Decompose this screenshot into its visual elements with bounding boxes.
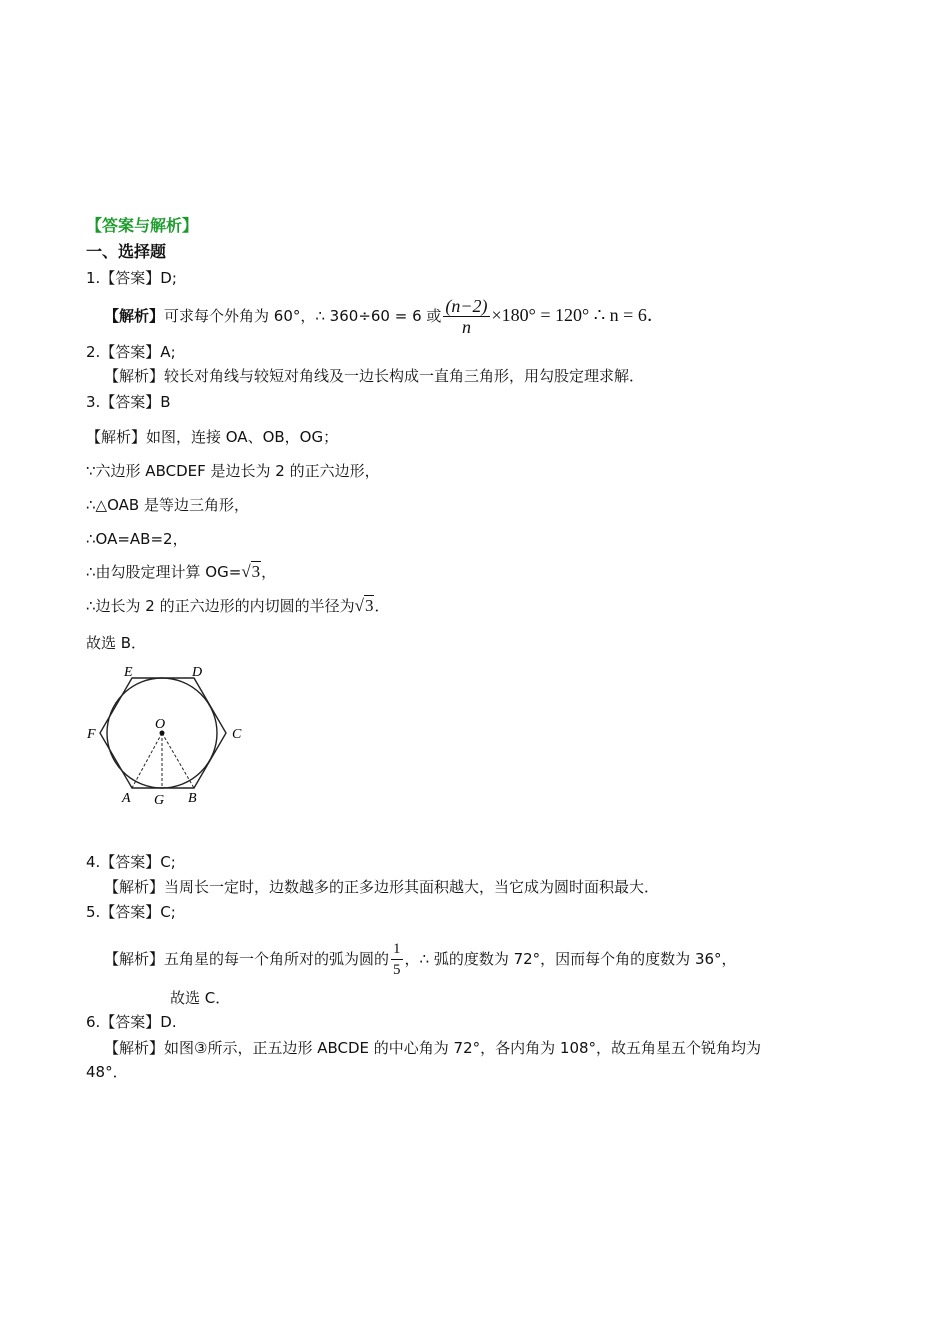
q1-frac-den: n [461, 317, 471, 337]
hexagon-figure [86, 660, 256, 810]
q5-frac-num: 1 [391, 939, 403, 960]
q4-explanation: 【解析】当周长一定时，边数越多的正多边形其面积越大，当它成为圆时面积最大． [104, 878, 660, 896]
q5-frac-den: 5 [393, 962, 401, 978]
label-f: F [87, 727, 96, 742]
q3-line6-b: ． [374, 597, 390, 615]
q6-answer: 6.【答案】D. [86, 1013, 177, 1031]
segment-oa [132, 733, 162, 788]
sqrt-symbol-2: √3 [354, 596, 374, 615]
q5-answer: 5.【答案】C; [86, 903, 176, 921]
sqrt-radicand-2: 3 [364, 596, 374, 615]
q3-line7: 故选 B． [86, 634, 147, 652]
section-title: 一、选择题 [86, 242, 167, 261]
q1-explanation [104, 294, 665, 337]
label-b: B [188, 791, 197, 806]
label-g: G [154, 793, 165, 808]
q3-answer: 3.【答案】B [86, 393, 171, 411]
label-o: O [155, 717, 166, 732]
q5-explanation [104, 938, 737, 980]
q1-fraction [443, 296, 489, 337]
label-a: A [122, 791, 131, 806]
q3-line5-a: ∴由勾股定理计算 OG= [86, 563, 242, 581]
q1-exp-a: 可求每个外角为 60°，∴ 360÷60 = 6 或 [164, 307, 442, 325]
q6-explanation: 【解析】如图③所示，正五边形 ABCDE 的中心角为 72°，各内角为 108°，故五角星五个锐角均为 [104, 1039, 762, 1057]
label-c: C [232, 727, 242, 742]
segment-ob [162, 733, 194, 788]
q4-answer: 4.【答案】C; [86, 853, 176, 871]
q1-exp-b: ×180° = 120° ∴ n = 6． [491, 305, 665, 325]
label-d: D [192, 665, 203, 680]
q3-line1: 【解析】如图，连接 OA、OB，OG； [86, 428, 339, 446]
q1-answer: 1.【答案】D; [86, 269, 177, 287]
q3-line2: ∵六边形 ABCDEF 是边长为 2 的正六边形， [86, 462, 380, 480]
q1-frac-num: (n−2) [445, 296, 488, 316]
sqrt-symbol: √3 [241, 562, 261, 581]
q2-explanation: 【解析】较长对角线与较短对角线及一边长构成一直角三角形，用勾股定理求解． [104, 367, 645, 385]
answer-heading: 【答案与解析】 [86, 216, 199, 235]
q6-explanation-cont: 48°． [86, 1063, 128, 1081]
q5-exp-b: ，∴ 弧的度数为 72°，因而每个角的度数为 36°， [404, 950, 737, 968]
q5-exp-a: 【解析】五角星的每一个角所对的弧为圆的 [104, 950, 390, 968]
q2-answer: 2.【答案】A; [86, 343, 176, 361]
q3-line5 [86, 562, 276, 582]
q3-line3: ∴△OAB 是等边三角形， [86, 496, 249, 514]
q1-exp-label: 【解析】 [104, 307, 165, 325]
q3-line5-b: ， [261, 563, 277, 581]
q5-fraction [391, 939, 403, 980]
q3-line6 [86, 596, 389, 616]
sqrt-radicand: 3 [251, 562, 261, 581]
q3-line6-a: ∴边长为 2 的正六边形的内切圆的半径为 [86, 597, 355, 615]
q3-line4: ∴OA=AB=2， [86, 530, 188, 548]
q5-conclusion: 故选 C． [170, 989, 231, 1007]
label-e: E [124, 665, 133, 680]
